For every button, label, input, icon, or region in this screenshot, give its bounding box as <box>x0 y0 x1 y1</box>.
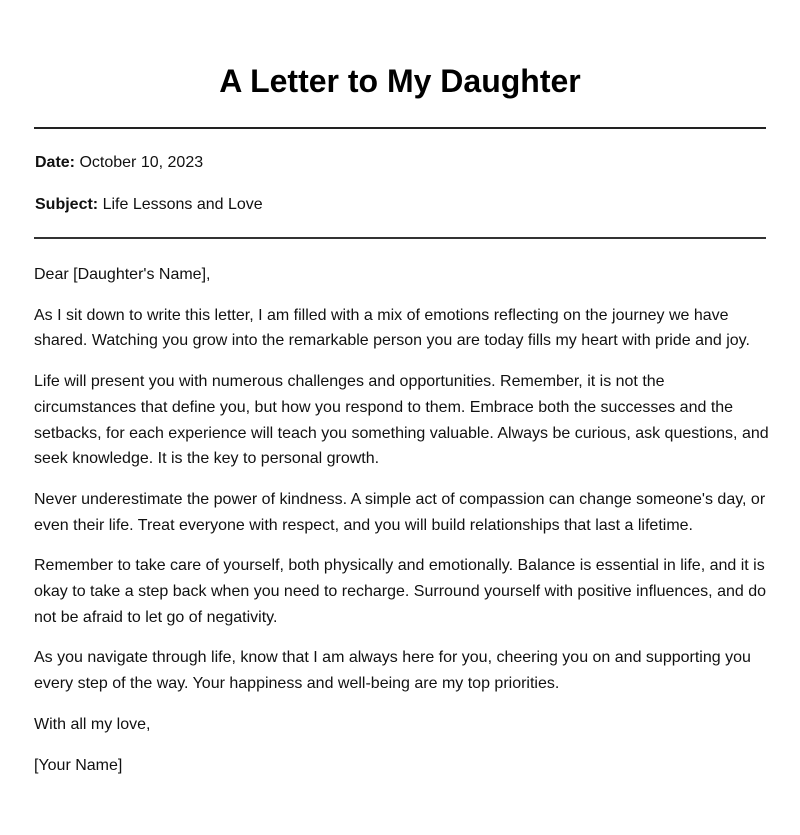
meta-divider <box>34 237 766 239</box>
letter-body <box>34 262 769 793</box>
closing: With all my love, <box>34 715 151 733</box>
paragraph-2: Life will present you with numerous challenges and opportunities. Remember, it is not the circumstances that define you, but how you respond to them. Embrace both the successes and the setbacks, for each experience will teach you something valuable. Always be curious, ask questions, and seek knowledge. It is the key to personal growth. <box>34 373 769 468</box>
signature: [Your Name] <box>34 756 123 774</box>
subject-label: Subject: <box>35 196 99 213</box>
paragraph-3: Never underestimate the power of kindness. A simple act of compassion can change someone's day, or even their life. Treat everyone with respect, and you will build relationships that last a lifetime. <box>34 490 766 534</box>
subject-value: Life Lessons and Love <box>102 196 263 213</box>
subject-line <box>35 195 263 215</box>
paragraph-5: As you navigate through life, know that I am always here for you, cheering you on and supporting you every step of the way. Your happiness and well-being are my top priorities. <box>34 649 751 693</box>
paragraph-1: As I sit down to write this letter, I am filled with a mix of emotions reflecting on the journey we have shared. Watching you grow into the remarkable person you are today fills my heart with pride and joy. <box>34 306 750 350</box>
page-title: A Letter to My Daughter <box>219 63 581 99</box>
date-label: Date: <box>35 154 76 171</box>
header-divider <box>34 127 766 129</box>
greeting: Dear [Daughter's Name], <box>34 266 211 283</box>
date-value: October 10, 2023 <box>79 154 204 171</box>
paragraph-4: Remember to take care of yourself, both physically and emotionally. Balance is essential in life, and it is okay to take a step back when you need to recharge. Surround yourself with positive influences, and do not be afraid to let go of negativity. <box>34 557 766 626</box>
date-line <box>35 153 203 173</box>
